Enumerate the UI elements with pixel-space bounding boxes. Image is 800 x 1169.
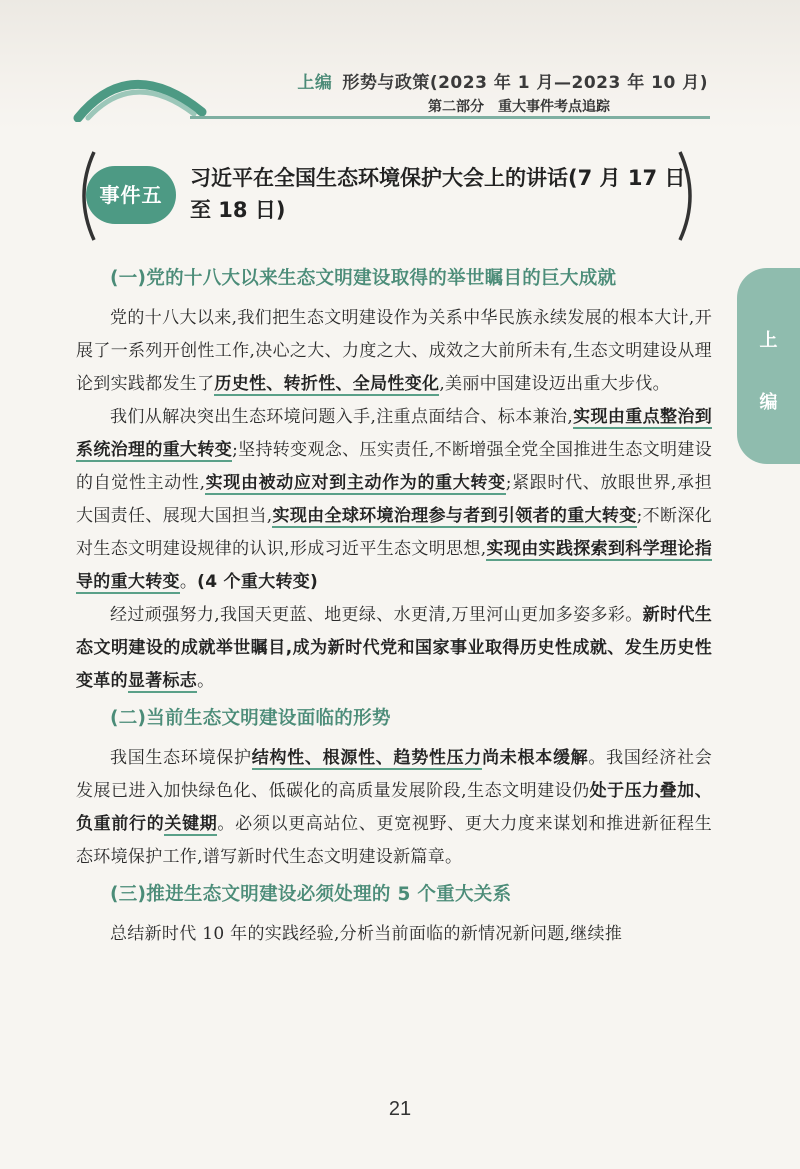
body-text: 。我国经济社会发展已进入加快绿色化、低碳化的高质量发展阶段,生态文明建设仍 — [76, 748, 712, 801]
body-text: 我们从解决突出生态环境问题入手,注重点面结合、标本兼治, — [110, 407, 574, 427]
section-heading: (三)推进生态文明建设必须处理的 5 个重大关系 — [110, 884, 512, 905]
page-number: 21 — [388, 1098, 412, 1120]
emphasis-text: (4 个重大转变) — [197, 572, 319, 592]
body-text: 总结新时代 10 年的实践经验,分析当前面临的新情况新问题,继续推 — [110, 924, 623, 944]
section-heading: (一)党的十八大以来生态文明建设取得的举世瞩目的巨大成就 — [110, 268, 617, 289]
body-text: ;坚持转变观念、压实责任,不断增强全党全国推进生态文明建设的自觉性主动性, — [76, 440, 712, 493]
paragraph — [76, 401, 712, 599]
body-text: 我国生态环境保护 — [110, 748, 252, 768]
emphasis-text: 处于压力叠加、负重前行的 — [76, 781, 712, 834]
key-phrase: 实现由全球环境治理参与者到引领者的重大转变 — [272, 506, 637, 526]
body-text: 。 — [179, 572, 198, 592]
paragraph — [76, 918, 712, 951]
emphasis-text: 尚未根本缓解 — [482, 748, 589, 768]
key-phrase: 实现由实践探索到科学理论指导的重大转变 — [76, 539, 712, 592]
body-text: ,美丽中国建设迈出重大步伐。 — [439, 374, 670, 394]
paragraph — [76, 599, 712, 698]
key-phrase: 实现由被动应对到主动作为的重大转变 — [205, 473, 506, 493]
body-text: 经过顽强努力,我国天更蓝、地更绿、水更清,万里河山更加多姿多彩。 — [110, 605, 643, 625]
key-phrase: 实现由重点整治到系统治理的重大转变 — [76, 407, 712, 460]
body-text: 。 — [197, 671, 215, 691]
volume-label: 上编 — [297, 73, 333, 93]
emphasis-text: 新时代生态文明建设的成就举世瞩目,成为新时代党和国家事业取得历史性成就、发生历史性变革的 — [76, 605, 712, 691]
paragraph — [76, 742, 712, 874]
header-arc-decoration — [70, 62, 210, 122]
running-header-section: 第二部分 重大事件考点追踪 — [428, 99, 610, 115]
article-body — [76, 258, 712, 951]
side-tab-char-2: 编 — [759, 392, 778, 413]
body-text: ;紧跟时代、放眼世界,承担大国责任、展现大国担当, — [76, 473, 712, 526]
body-text: ;不断深化对生态文明建设规律的认识,形成习近平生态文明思想, — [76, 506, 712, 559]
key-phrase: 结构性、根源性、趋势性压力 — [251, 748, 483, 768]
body-text: 党的十八大以来,我们把生态文明建设作为关系中华民族永续发展的根本大计,开展了一系列开创性工作,决心之大、力度之大、成效之大前所未有,生态文明建设从理论到实践都发生了 — [76, 308, 712, 394]
key-phrase: 历史性、转折性、全局性变化 — [214, 374, 440, 394]
side-volume-tab — [737, 268, 800, 464]
side-tab-char-1: 上 — [759, 330, 778, 351]
body-text: 。必须以更高站位、更宽视野、更大力度来谋划和推进新征程生态环境保护工作,谱写新时代生态文明建设新篇章。 — [76, 814, 712, 867]
key-phrase: 显著标志 — [127, 671, 198, 691]
header-divider — [190, 116, 710, 119]
event-title: 习近平在全国生态环境保护大会上的讲话(7 月 17 日至 18 日) — [190, 166, 686, 222]
running-header-title — [297, 68, 708, 93]
event-title-box — [72, 148, 702, 244]
book-title: 形势与政策(2023 年 1 月—2023 年 10 月) — [342, 73, 708, 93]
section-heading: (二)当前生态文明建设面临的形势 — [110, 708, 391, 729]
paragraph — [76, 302, 712, 401]
key-phrase: 关键期 — [164, 814, 218, 834]
event-badge: 事件五 — [86, 166, 176, 224]
